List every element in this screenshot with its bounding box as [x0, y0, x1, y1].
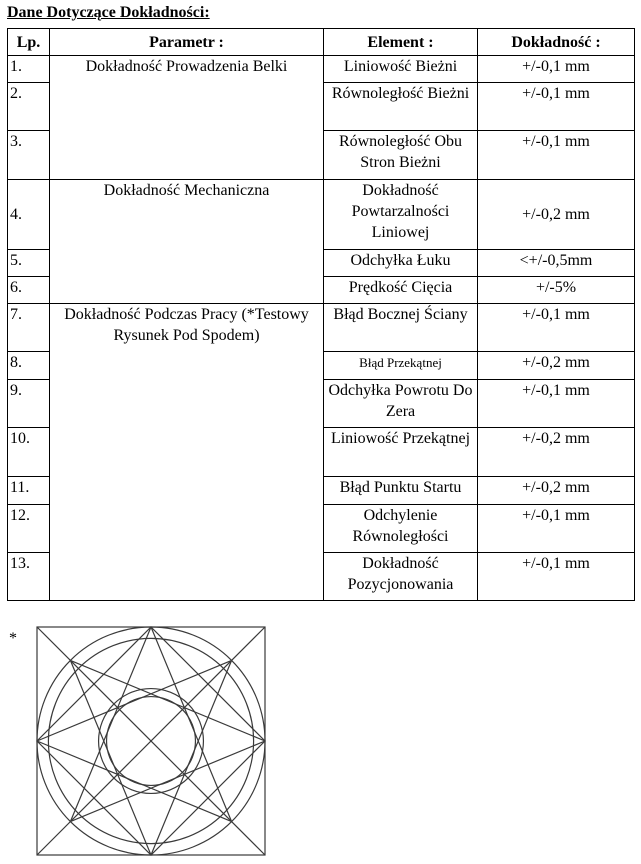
row-lp: 12.	[8, 505, 50, 553]
row-element: Liniowość Bieżni	[324, 56, 478, 83]
row-accuracy: +/-0,1 mm	[478, 131, 635, 180]
row-element: Dokładność Powtarzalności Liniowej	[324, 180, 478, 250]
row-accuracy: +/-0,1 mm	[478, 304, 635, 352]
parameter-cell: Dokładność Mechaniczna	[50, 180, 324, 304]
row-element: Równoległość Bieżni	[324, 83, 478, 131]
row-lp: 11.	[8, 477, 50, 505]
header-element: Element :	[324, 29, 478, 56]
row-accuracy: +/-0,2 mm	[478, 180, 635, 250]
test-drawing-lines	[37, 627, 265, 855]
row-lp: 5.	[8, 250, 50, 277]
row-accuracy: +/-0,1 mm	[478, 380, 635, 428]
row-element: Odchyłka Powrotu Do Zera	[324, 380, 478, 428]
row-lp: 1.	[8, 56, 50, 83]
row-element: Błąd Bocznej Ściany	[324, 304, 478, 352]
row-accuracy: +/-0,2 mm	[478, 428, 635, 477]
row-accuracy: <+/-0,5mm	[478, 250, 635, 277]
header-accuracy: Dokładność :	[478, 29, 635, 56]
row-element: Prędkość Cięcia	[324, 277, 478, 304]
row-accuracy: +/-5%	[478, 277, 635, 304]
row-lp: 6.	[8, 277, 50, 304]
row-element: Błąd Przekątnej	[324, 352, 478, 380]
document-title: Dane Dotyczące Dokładności:	[7, 4, 210, 21]
row-element: Liniowość Przekątnej	[324, 428, 478, 477]
header-parameter: Parametr :	[50, 29, 324, 56]
row-accuracy: +/-0,2 mm	[478, 477, 635, 505]
row-lp: 8.	[8, 352, 50, 380]
parameter-cell: Dokładność Prowadzenia Belki	[50, 56, 324, 180]
row-element: Dokładność Pozycjonowania	[324, 553, 478, 601]
row-lp: 7.	[8, 304, 50, 352]
row-lp: 13.	[8, 553, 50, 601]
row-element: Błąd Punktu Startu	[324, 477, 478, 505]
row-accuracy: +/-0,1 mm	[478, 83, 635, 131]
row-element: Równoległość Obu Stron Bieżni	[324, 131, 478, 180]
row-lp: 10.	[8, 428, 50, 477]
row-lp: 2.	[8, 83, 50, 131]
row-element: Odchyłka Łuku	[324, 250, 478, 277]
row-accuracy: +/-0,1 mm	[478, 553, 635, 601]
row-element: Odchylenie Równoległości	[324, 505, 478, 553]
row-lp: 9.	[8, 380, 50, 428]
row-accuracy: +/-0,2 mm	[478, 352, 635, 380]
row-lp: 3.	[8, 131, 50, 180]
row-lp: 4.	[8, 180, 50, 250]
footnote-marker: *	[9, 630, 17, 647]
row-accuracy: +/-0,1 mm	[478, 56, 635, 83]
header-lp: Lp.	[8, 29, 50, 56]
row-accuracy: +/-0,1 mm	[478, 505, 635, 553]
parameter-cell: Dokładność Podczas Pracy (*Testowy Rysunek Pod Spodem)	[50, 304, 324, 601]
